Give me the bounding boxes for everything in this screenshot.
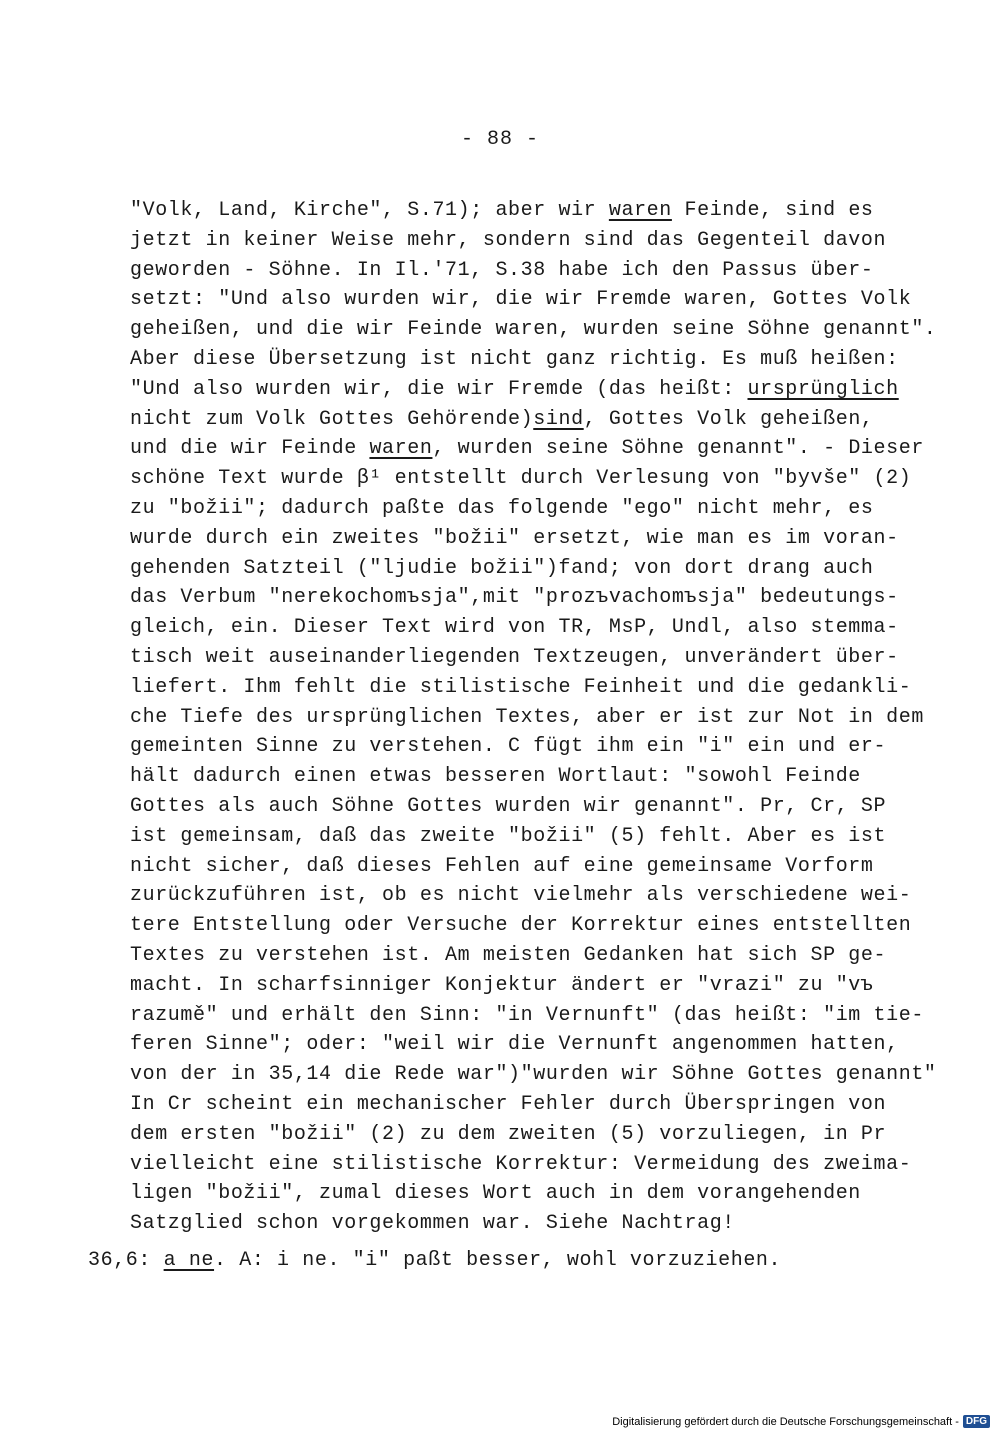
note-reference: 36,6: (88, 1249, 164, 1272)
text-segment: gemeinten Sinne zu verstehen. C fügt ihm ein "i" ein und er- (130, 735, 887, 759)
text-segment: von der in 35,14 die Rede war")"wurden wir Söhne Gottes genannt" (130, 1063, 937, 1087)
text-line (130, 434, 924, 464)
text-line (130, 256, 910, 286)
text-line (130, 732, 910, 762)
text-segment: dem ersten "božii" (2) zu dem zweiten (5) vorzuliegen, in Pr (130, 1122, 887, 1146)
dfg-logo-icon: DFG (963, 1415, 990, 1428)
text-line (130, 762, 910, 792)
text-segment: vielleicht eine stilistische Korrektur: Vermeidung des zweima- (130, 1152, 912, 1176)
text-line (130, 464, 910, 494)
text-segment: zu "božii"; dadurch paßte das folgende "ego" nicht mehr, es (130, 496, 874, 520)
footer-text: Digitalisierung gefördert durch die Deutsche Forschungsgemeinschaft - (612, 1415, 959, 1428)
note-lemma: a ne (163, 1249, 215, 1272)
text-line (130, 345, 910, 375)
text-segment: nicht zum Volk Gottes Gehörende) (130, 407, 534, 431)
underlined-word: sind (533, 407, 584, 431)
text-segment: che Tiefe des ursprünglichen Textes, aber er ist zur Not in dem (130, 705, 924, 729)
text-segment: Textes zu verstehen ist. Am meisten Gedanken hat sich SP ge- (130, 943, 887, 967)
text-line (130, 911, 910, 941)
text-line (130, 315, 937, 345)
digitization-footer (612, 1415, 990, 1428)
underlined-word: waren (369, 437, 433, 461)
text-line (130, 643, 910, 673)
footnote-36-6 (88, 1249, 781, 1272)
text-line (130, 1150, 910, 1180)
text-line (130, 285, 910, 315)
text-segment: geworden - Söhne. In Il.'71, S.38 habe ich den Passus über- (130, 258, 874, 282)
text-line (130, 1030, 910, 1060)
note-text: . A: i ne. "i" paßt besser, wohl vorzuziehen. (214, 1249, 782, 1272)
text-segment: geheißen, und die wir Feinde waren, wurden seine Söhne genannt". (130, 318, 937, 342)
underlined-word: waren (608, 199, 672, 222)
text-segment: , Gottes Volk geheißen, (583, 407, 874, 431)
text-line (130, 1060, 937, 1090)
text-segment: feren Sinne"; oder: "weil wir die Vernunft angenommen hatten, (130, 1033, 899, 1057)
text-segment: das Verbum "nerekochomъsja",mit "prozъvachomъsja" bedeutungs- (130, 586, 899, 610)
text-line (130, 881, 910, 911)
text-segment: razumě" und erhält den Sinn: "in Vernunft" (das heißt: "im tie- (130, 1003, 924, 1027)
text-segment: Aber diese Übersetzung ist nicht ganz richtig. Es muß heißen: (130, 347, 899, 371)
text-segment: , wurden seine Söhne genannt". - Dieser (432, 437, 924, 461)
text-line (130, 1001, 924, 1031)
text-line (130, 196, 910, 226)
text-line (130, 554, 910, 584)
text-segment: gehenden Satzteil ("ljudie božii")fand; von dort drang auch (130, 556, 874, 580)
text-line (130, 1209, 910, 1239)
text-segment: liefert. Ihm fehlt die stilistische Feinheit und die gedankli- (130, 675, 912, 699)
text-segment: setzt: "Und also wurden wir, die wir Fremde waren, Gottes Volk (130, 288, 912, 312)
text-segment: tere Entstellung oder Versuche der Korrektur eines entstellten (130, 914, 912, 938)
text-segment: ligen "božii", zumal dieses Wort auch in dem vorangehenden (130, 1182, 861, 1206)
text-segment: wurde durch ein zweites "božii" ersetzt, wie man es im voran- (130, 526, 899, 550)
text-line (130, 703, 924, 733)
text-segment: gleich, ein. Dieser Text wird von TR, MsP, Undl, also stemma- (130, 616, 899, 640)
text-line (130, 852, 910, 882)
underlined-word: ursprünglich (747, 377, 899, 401)
text-segment: "Volk, Land, Kirche", S.71); aber wir (130, 199, 609, 222)
text-line (130, 1120, 910, 1150)
text-segment: Feinde, sind es (671, 199, 874, 222)
text-line (130, 1179, 910, 1209)
text-segment: jetzt in keiner Weise mehr, sondern sind das Gegenteil davon (130, 228, 887, 252)
text-line (130, 613, 910, 643)
text-segment: zurückzuführen ist, ob es nicht vielmehr als verschiedene wei- (130, 884, 912, 908)
text-line (130, 583, 910, 613)
text-segment: ist gemeinsam, daß das zweite "božii" (5) fehlt. Aber es ist (130, 824, 887, 848)
text-segment: tisch weit auseinanderliegenden Textzeugen, unverändert über- (130, 645, 899, 669)
text-line (130, 673, 910, 703)
text-line (130, 971, 910, 1001)
text-line (130, 822, 910, 852)
text-line (130, 494, 910, 524)
text-segment: schöne Text wurde β¹ entstellt durch Verlesung von "byvše" (2) (130, 467, 912, 491)
text-line (130, 375, 910, 405)
text-segment: "Und also wurden wir, die wir Fremde (das heißt: (130, 377, 748, 401)
text-segment: macht. In scharfsinniger Konjektur ändert er "vrazi" zu "vъ (130, 973, 874, 997)
text-line (130, 792, 910, 822)
text-line (130, 524, 910, 554)
text-line (130, 941, 910, 971)
text-segment: nicht sicher, daß dieses Fehlen auf eine gemeinsame Vorform (130, 854, 874, 878)
text-line (130, 226, 910, 256)
text-segment: und die wir Feinde (130, 437, 370, 461)
text-line (130, 405, 910, 435)
text-segment: In Cr scheint ein mechanischer Fehler durch Überspringen von (130, 1092, 887, 1116)
text-segment: Satzglied schon vorgekommen war. Siehe Nachtrag! (130, 1212, 735, 1236)
text-segment: hält dadurch einen etwas besseren Wortlaut: "sowohl Feinde (130, 765, 861, 789)
body-text (130, 196, 937, 1239)
page-number: - 88 - (460, 128, 539, 151)
text-line (130, 1090, 910, 1120)
text-segment: Gottes als auch Söhne Gottes wurden wir genannt". Pr, Cr, SP (130, 794, 887, 818)
